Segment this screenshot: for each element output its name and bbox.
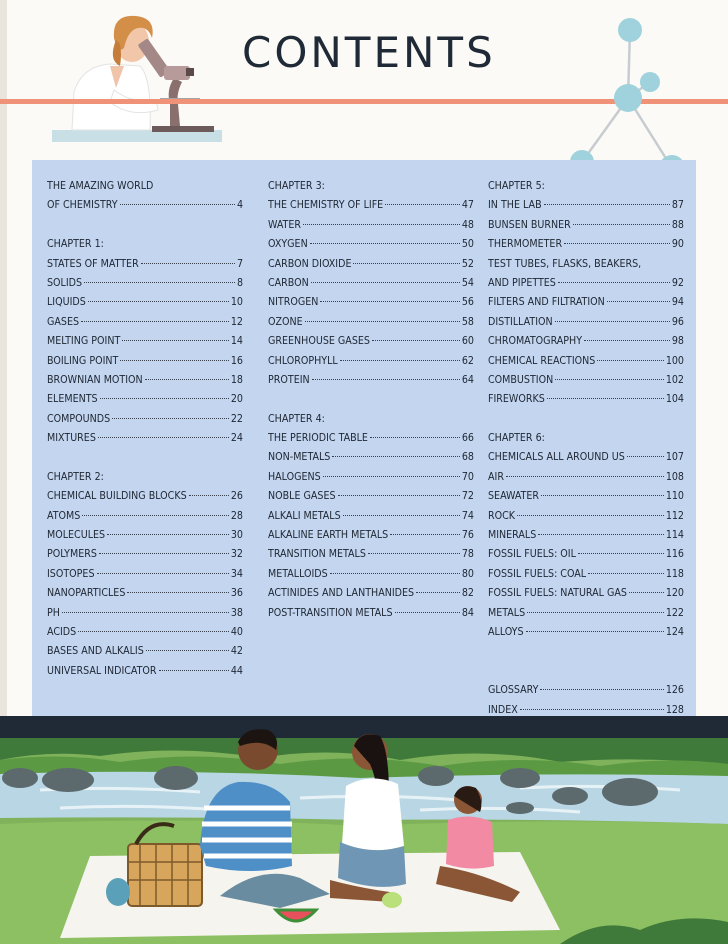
contents-entry [268, 507, 474, 526]
contents-entry [47, 196, 243, 215]
dot-leader [145, 379, 229, 380]
contents-entry [488, 681, 684, 700]
contents-entry [268, 565, 474, 584]
entry-title: METALLOIDS [268, 567, 328, 580]
dot-leader [368, 553, 460, 554]
dot-leader [189, 495, 229, 496]
contents-entry [268, 352, 474, 371]
dot-leader [607, 301, 670, 302]
entry-title: GLOSSARY [488, 684, 539, 697]
page-number: 100 [665, 354, 684, 367]
entry-title: TRANSITION METALS [268, 548, 366, 561]
contents-entry [47, 526, 243, 545]
dot-leader [544, 204, 670, 205]
dot-leader [547, 398, 664, 399]
entry-title: POLYMERS [47, 548, 97, 561]
page-number: 56 [461, 296, 474, 309]
scientist-with-microscope-illustration [52, 8, 222, 142]
page-number: 96 [671, 315, 684, 328]
page-number: 98 [671, 335, 684, 348]
page-number: 118 [665, 567, 684, 580]
page-number: 70 [461, 470, 474, 483]
dot-leader [527, 612, 664, 613]
page-number: 122 [665, 606, 684, 619]
contents-entry [488, 235, 684, 254]
entry-title: ACTINIDES AND LANTHANIDES [268, 587, 415, 600]
page-number: 30 [230, 529, 243, 542]
dot-leader [127, 592, 228, 593]
page-number: 60 [461, 335, 474, 348]
page-number: 84 [461, 606, 474, 619]
dot-leader [159, 670, 229, 671]
page-number: 8 [236, 276, 243, 289]
page-number: 16 [230, 354, 243, 367]
dot-leader [564, 243, 670, 244]
contents-entry [47, 255, 243, 274]
dot-leader [627, 456, 664, 457]
dot-leader [78, 631, 229, 632]
entry-title: CARBON DIOXIDE [268, 257, 352, 270]
page-number: 18 [230, 373, 243, 386]
dot-leader [520, 709, 664, 710]
riverside-picnic-illustration [0, 716, 728, 944]
dot-leader [81, 321, 229, 322]
entry-title: ROCK [488, 509, 516, 522]
contents-text-line: TEST TUBES, FLASKS, BEAKERS, [488, 257, 642, 270]
page-number: 66 [461, 432, 474, 445]
entry-title: FOSSIL FUELS: OIL [488, 548, 576, 561]
page-number: 62 [461, 354, 474, 367]
entry-title: CHLOROPHYLL [268, 354, 338, 367]
entry-title: ALLOYS [488, 625, 524, 638]
contents-entry [268, 255, 474, 274]
contents-entry [268, 584, 474, 603]
dot-leader [310, 243, 460, 244]
contents-entry [488, 274, 684, 293]
page-number: 120 [665, 587, 684, 600]
contents-entry [488, 216, 684, 235]
dot-leader [573, 224, 670, 225]
entry-title: NITROGEN [268, 296, 319, 309]
contents-column-1 [47, 177, 243, 681]
contents-entry [488, 604, 684, 623]
entry-title: METALS [488, 606, 526, 619]
chapter-heading: CHAPTER 3: [268, 180, 325, 192]
dot-leader [98, 437, 229, 438]
entry-title: MOLECULES [47, 529, 106, 542]
entry-title: AIR [488, 470, 504, 483]
contents-entry [47, 390, 243, 409]
dot-leader [385, 204, 460, 205]
entry-title: BROWNIAN MOTION [47, 373, 143, 386]
dot-leader [330, 573, 460, 574]
page-number: 110 [665, 490, 684, 503]
entry-title: MINERALS [488, 529, 537, 542]
contents-entry [488, 526, 684, 545]
contents-entry [47, 293, 243, 312]
page-number: 108 [665, 470, 684, 483]
dot-leader [390, 534, 460, 535]
entry-title: FIREWORKS [488, 393, 545, 406]
dot-leader [146, 650, 229, 651]
contents-entry [488, 565, 684, 584]
contents-column-2 [268, 177, 474, 623]
page-number: 104 [665, 393, 684, 406]
page-number: 26 [230, 490, 243, 503]
dot-leader [353, 263, 459, 264]
entry-title: BUNSEN BURNER [488, 218, 571, 231]
contents-entry [268, 293, 474, 312]
entry-title: CHROMATOGRAPHY [488, 335, 583, 348]
contents-entry [47, 313, 243, 332]
entry-title: NON-METALS [268, 451, 331, 464]
dot-leader [343, 515, 460, 516]
entry-title: HALOGENS [268, 470, 321, 483]
entry-title: MIXTURES [47, 432, 96, 445]
chapter-heading: CHAPTER 6: [488, 432, 545, 445]
entry-title: CARBON [268, 276, 309, 289]
contents-entry [47, 429, 243, 448]
page-number: 114 [665, 529, 684, 542]
page-number: 28 [230, 509, 243, 522]
entry-title: PH [47, 606, 60, 619]
contents-entry [47, 604, 243, 623]
contents-entry [268, 429, 474, 448]
dot-leader [62, 612, 229, 613]
contents-entry [47, 623, 243, 642]
entry-title: ELEMENTS [47, 393, 98, 406]
page-number: 14 [230, 335, 243, 348]
page-number: 38 [230, 606, 243, 619]
page-number: 68 [461, 451, 474, 464]
contents-entry [47, 642, 243, 661]
contents-entry [488, 507, 684, 526]
page-number: 20 [230, 393, 243, 406]
dot-leader [597, 360, 663, 361]
spacer [488, 662, 684, 681]
chapter-heading: CHAPTER 4: [268, 412, 325, 425]
dot-leader [629, 592, 664, 593]
entry-title: LIQUIDS [47, 296, 86, 309]
dot-leader [311, 282, 460, 283]
contents-entry [47, 565, 243, 584]
contents-entry [488, 196, 684, 215]
entry-title: IN THE LAB [488, 199, 542, 212]
dot-leader [323, 476, 460, 477]
page-number: 74 [461, 509, 474, 522]
dot-leader [558, 282, 670, 283]
dot-leader [506, 476, 664, 477]
page-number: 102 [665, 373, 684, 386]
entry-title: NOBLE GASES [268, 490, 336, 503]
contents-entry [488, 448, 684, 467]
entry-title: MELTING POINT [47, 335, 121, 348]
dot-leader [372, 340, 460, 341]
contents-column-3 [488, 177, 684, 720]
page-number: 88 [671, 218, 684, 231]
entry-title: BOILING POINT [47, 354, 119, 367]
entry-title: OZONE [268, 315, 303, 328]
entry-title: ATOMS [47, 509, 81, 522]
entry-title: STATES OF MATTER [47, 257, 139, 270]
entry-title: ISOTOPES [47, 567, 95, 580]
dot-leader [555, 379, 664, 380]
contents-entry [488, 332, 684, 351]
page-number: 124 [665, 625, 684, 638]
spacer [47, 448, 243, 467]
dot-leader [320, 301, 459, 302]
contents-entry [488, 371, 684, 390]
entry-title: COMBUSTION [488, 373, 554, 386]
contents-entry [268, 545, 474, 564]
page-number: 82 [461, 587, 474, 600]
entry-title: UNIVERSAL INDICATOR [47, 664, 157, 677]
dot-leader [588, 573, 664, 574]
contents-entry [268, 371, 474, 390]
dot-leader [303, 224, 460, 225]
dot-leader [517, 515, 664, 516]
page-number: 36 [230, 587, 243, 600]
page-number: 24 [230, 432, 243, 445]
dot-leader [332, 456, 460, 457]
page-number: 50 [461, 238, 474, 251]
page-number: 44 [230, 664, 243, 677]
page-number: 94 [671, 296, 684, 309]
contents-entry [47, 487, 243, 506]
page-number: 7 [236, 257, 243, 270]
spacer [488, 642, 684, 661]
contents-entry [47, 545, 243, 564]
entry-title: ACIDS [47, 625, 77, 638]
dot-leader [305, 321, 460, 322]
dot-leader [120, 204, 235, 205]
entry-title: THE CHEMISTRY OF LIFE [268, 199, 384, 212]
page-number: 90 [671, 238, 684, 251]
contents-entry [47, 662, 243, 681]
dot-leader [370, 437, 460, 438]
contents-entry [488, 545, 684, 564]
page-number: 42 [230, 645, 243, 658]
entry-title: INDEX [488, 703, 518, 716]
dot-leader [340, 360, 460, 361]
dot-leader [416, 592, 460, 593]
page-number: 80 [461, 567, 474, 580]
page-number: 128 [665, 703, 684, 716]
entry-title: DISTILLATION [488, 315, 553, 328]
entry-title: COMPOUNDS [47, 412, 111, 425]
dot-leader [120, 360, 229, 361]
page-number: 116 [665, 548, 684, 561]
dot-leader [578, 553, 664, 554]
dot-leader [312, 379, 460, 380]
contents-entry [268, 235, 474, 254]
contents-entry [488, 313, 684, 332]
contents-entry [488, 352, 684, 371]
contents-entry [47, 274, 243, 293]
page-number: 47 [461, 199, 474, 212]
entry-title: ALKALINE EARTH METALS [268, 529, 389, 542]
page-number: 87 [671, 199, 684, 212]
entry-title: THE PERIODIC TABLE [268, 432, 368, 445]
contents-entry [268, 196, 474, 215]
dot-leader [99, 553, 229, 554]
dot-leader [541, 495, 664, 496]
page-number: 40 [230, 625, 243, 638]
entry-title: BASES AND ALKALIS [47, 645, 144, 658]
dot-leader [122, 340, 229, 341]
dot-leader [100, 398, 229, 399]
page-number: 32 [230, 548, 243, 561]
page-number: 58 [461, 315, 474, 328]
entry-title: GREENHOUSE GASES [268, 335, 370, 348]
entry-title: FOSSIL FUELS: COAL [488, 567, 587, 580]
entry-title: CHEMICALS ALL AROUND US [488, 451, 625, 464]
entry-title: WATER [268, 218, 302, 231]
dot-leader [84, 282, 235, 283]
entry-title: AND PIPETTES [488, 276, 556, 289]
contents-entry [47, 584, 243, 603]
contents-entry [268, 216, 474, 235]
contents-entry [268, 332, 474, 351]
dot-leader [584, 340, 670, 341]
page-number: 92 [671, 276, 684, 289]
entry-title: FILTERS AND FILTRATION [488, 296, 605, 309]
entry-title: CHEMICAL REACTIONS [488, 354, 596, 367]
contents-entry [268, 468, 474, 487]
page-number: 126 [665, 684, 684, 697]
contents-entry [488, 584, 684, 603]
chapter-heading: CHAPTER 5: [488, 180, 545, 192]
dot-leader [107, 534, 229, 535]
entry-title: SOLIDS [47, 276, 83, 289]
dot-leader [538, 534, 664, 535]
dot-leader [82, 515, 229, 516]
contents-entry [488, 623, 684, 642]
contents-entry [488, 468, 684, 487]
dot-leader [141, 263, 235, 264]
spacer [47, 216, 243, 235]
entry-title: NANOPARTICLES [47, 587, 126, 600]
page-title: CONTENTS [242, 28, 496, 77]
contents-entry [268, 274, 474, 293]
dot-leader [526, 631, 664, 632]
entry-title: PROTEIN [268, 373, 310, 386]
entry-title: OXYGEN [268, 238, 308, 251]
page-number: 10 [230, 296, 243, 309]
contents-entry [268, 604, 474, 623]
contents-entry [47, 410, 243, 429]
spacer [268, 390, 474, 409]
page-number: 78 [461, 548, 474, 561]
page-number: 54 [461, 276, 474, 289]
dot-leader [97, 573, 229, 574]
dot-leader [540, 689, 663, 690]
entry-title: THERMOMETER [488, 238, 563, 251]
page-number: 52 [461, 257, 474, 270]
entry-title: ALKALI METALS [268, 509, 341, 522]
entry-title: SEAWATER [488, 490, 540, 503]
contents-entry [488, 390, 684, 409]
page-number: 34 [230, 567, 243, 580]
contents-entry [47, 352, 243, 371]
dot-leader [88, 301, 229, 302]
spacer [488, 410, 684, 429]
contents-entry [268, 448, 474, 467]
entry-title: POST-TRANSITION METALS [268, 606, 393, 619]
page-number: 4 [236, 199, 243, 212]
dot-leader [555, 321, 670, 322]
contents-entry [488, 487, 684, 506]
chapter-heading: CHAPTER 1: [47, 238, 104, 251]
contents-entry [47, 332, 243, 351]
page-number: 22 [230, 412, 243, 425]
contents-entry [268, 526, 474, 545]
contents-entry [47, 507, 243, 526]
page-number: 72 [461, 490, 474, 503]
contents-entry [47, 371, 243, 390]
page-number: 76 [461, 529, 474, 542]
entry-title: FOSSIL FUELS: NATURAL GAS [488, 587, 627, 600]
entry-title: OF CHEMISTRY [47, 199, 118, 212]
dot-leader [112, 418, 229, 419]
dot-leader [395, 612, 460, 613]
contents-entry [268, 313, 474, 332]
page-number: 107 [665, 451, 684, 464]
contents-text-line: THE AMAZING WORLD [47, 180, 154, 192]
dot-leader [338, 495, 460, 496]
page-number: 12 [230, 315, 243, 328]
page-number: 64 [461, 373, 474, 386]
contents-entry [488, 293, 684, 312]
chapter-heading: CHAPTER 2: [47, 470, 104, 483]
page-number: 112 [665, 509, 684, 522]
entry-title: GASES [47, 315, 80, 328]
page-number: 48 [461, 218, 474, 231]
contents-entry [268, 487, 474, 506]
entry-title: CHEMICAL BUILDING BLOCKS [47, 490, 187, 503]
